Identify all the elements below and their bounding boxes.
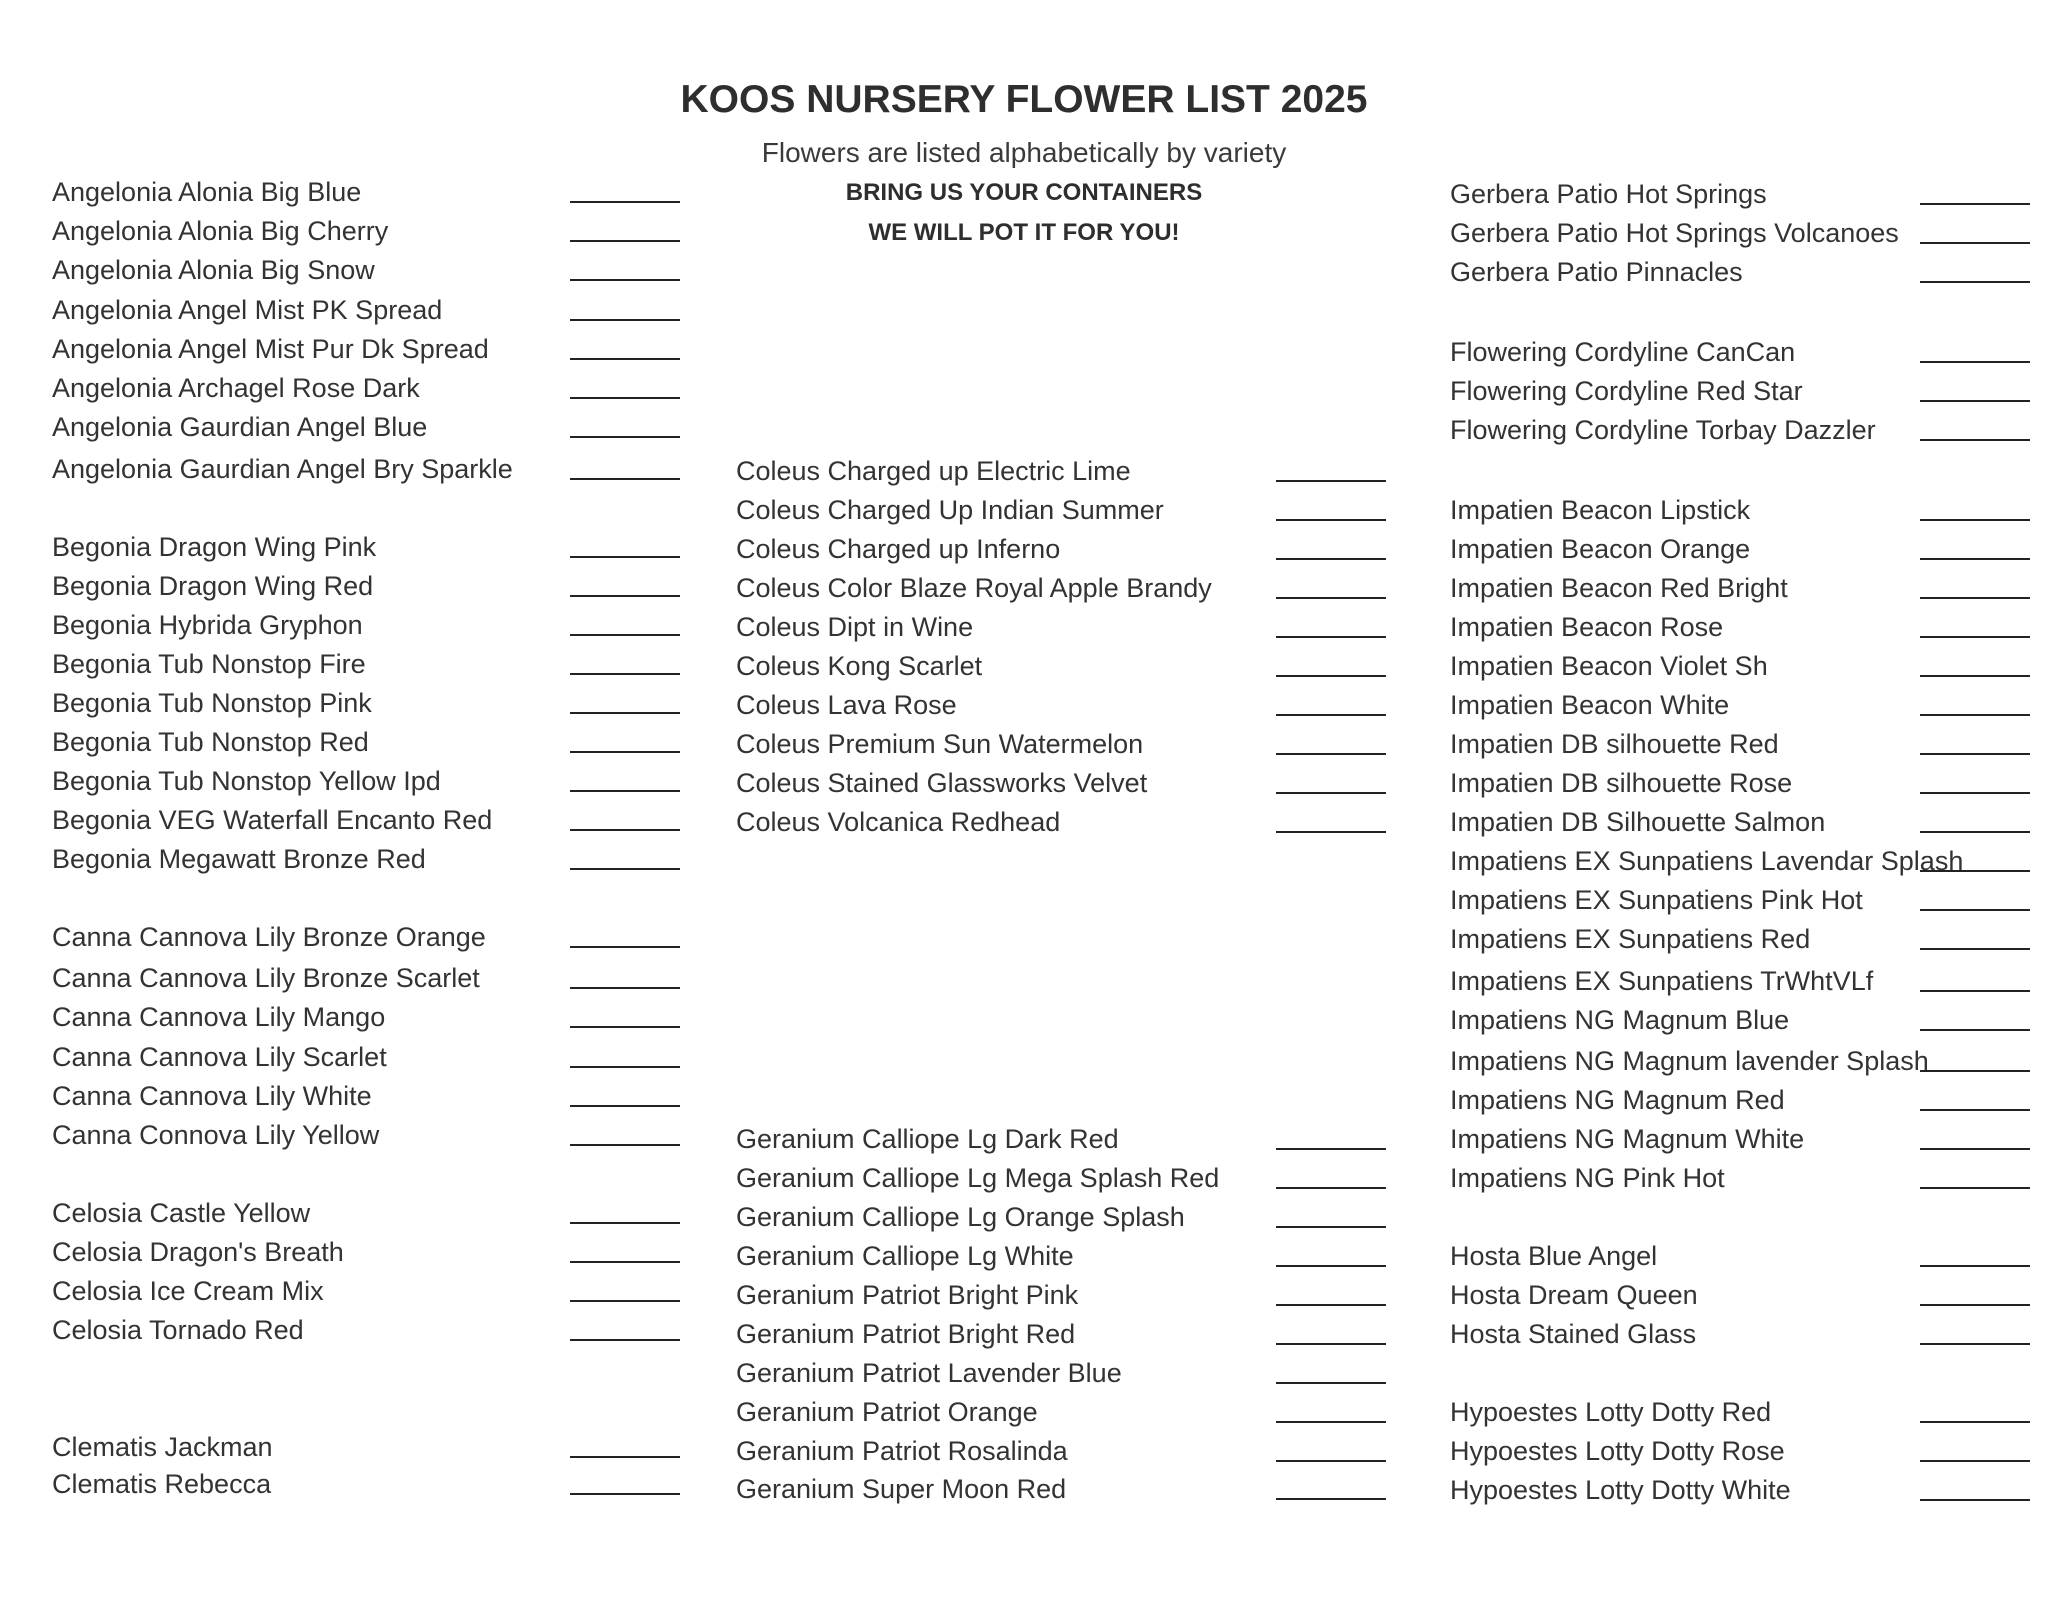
flower-name: Canna Connova Lily Yellow (52, 1120, 380, 1150)
quantity-blank-line[interactable] (1920, 597, 2030, 599)
flower-list-item (1450, 803, 2035, 841)
flower-list-item (52, 762, 685, 800)
flower-name: Begonia Tub Nonstop Pink (52, 688, 372, 718)
flower-list-item (736, 1432, 1391, 1470)
flower-name: Coleus Volcanica Redhead (736, 807, 1061, 837)
flower-list-item (1450, 725, 2035, 763)
quantity-blank-line[interactable] (570, 829, 680, 831)
flower-name: Impatiens NG Magnum White (1450, 1124, 1805, 1154)
flower-name: Impatien Beacon Lipstick (1450, 495, 1751, 525)
flower-name: Canna Cannova Lily Bronze Scarlet (52, 963, 480, 993)
flower-list-item (1450, 1159, 2035, 1197)
flower-name: Canna Cannova Lily Scarlet (52, 1042, 387, 1072)
flower-list-item (52, 1194, 685, 1232)
flower-name: Begonia Megawatt Bronze Red (52, 844, 426, 874)
flower-list-item (52, 1116, 685, 1154)
flower-name: Hypoestes Lotty Dotty Red (1450, 1397, 1772, 1427)
flower-list-item (1450, 1393, 2035, 1431)
flower-list-item (1450, 962, 2035, 1000)
quantity-blank-line[interactable] (570, 673, 680, 675)
quantity-blank-line[interactable] (1920, 990, 2030, 992)
flower-name: Impatiens NG Magnum Red (1450, 1085, 1785, 1115)
flower-list-item (52, 173, 685, 211)
quantity-blank-line[interactable] (570, 868, 680, 870)
flower-list-item (52, 408, 685, 446)
flower-name: Canna Cannova Lily Bronze Orange (52, 922, 486, 952)
flower-name: Angelonia Archagel Rose Dark (52, 373, 420, 403)
flower-list-item (1450, 920, 2035, 958)
quantity-blank-line[interactable] (1920, 1029, 2030, 1031)
flower-name: Celosia Ice Cream Mix (52, 1276, 324, 1306)
quantity-blank-line[interactable] (1276, 1421, 1386, 1423)
flower-name: Impatien Beacon Orange (1450, 534, 1751, 564)
flower-list-item (52, 528, 685, 566)
flower-name: Hypoestes Lotty Dotty White (1450, 1475, 1791, 1505)
quantity-blank-line[interactable] (1276, 1498, 1386, 1500)
quantity-blank-line[interactable] (570, 946, 680, 948)
flower-list-item (736, 647, 1391, 685)
flower-list-item (736, 569, 1391, 607)
flower-list-item (736, 764, 1391, 802)
flower-name: Geranium Calliope Lg Dark Red (736, 1124, 1119, 1154)
flower-list-item (1450, 530, 2035, 568)
flower-list-item (1450, 1042, 2035, 1080)
flower-list-item (52, 645, 685, 683)
quantity-blank-line[interactable] (570, 201, 680, 203)
flower-name: Geranium Patriot Bright Pink (736, 1280, 1079, 1310)
flower-name: Hypoestes Lotty Dotty Rose (1450, 1436, 1785, 1466)
flower-list-item (52, 1077, 685, 1115)
flower-list-item (736, 686, 1391, 724)
flower-name: Impatiens EX Sunpatiens TrWhtVLf (1450, 966, 1874, 996)
flower-list-item (52, 801, 685, 839)
flower-name: Coleus Charged up Inferno (736, 534, 1061, 564)
flower-name: Impatien DB silhouette Rose (1450, 768, 1793, 798)
quantity-blank-line[interactable] (570, 397, 680, 399)
quantity-blank-line[interactable] (1920, 831, 2030, 833)
flower-name: Celosia Castle Yellow (52, 1198, 311, 1228)
quantity-blank-line[interactable] (1920, 870, 2030, 872)
flower-name: Impatien Beacon White (1450, 690, 1730, 720)
flower-list-item (52, 212, 685, 250)
quantity-blank-line[interactable] (1276, 1304, 1386, 1306)
page-subtitle: Flowers are listed alphabetically by variety (761, 137, 1287, 168)
flower-list-item (1450, 1471, 2035, 1509)
flower-list-item (736, 1120, 1391, 1158)
flower-name: Geranium Calliope Lg Orange Splash (736, 1202, 1185, 1232)
quantity-blank-line[interactable] (1920, 636, 2030, 638)
flower-name: Coleus Charged Up Indian Summer (736, 495, 1164, 525)
quantity-blank-line[interactable] (570, 1105, 680, 1107)
flower-name: Impatien Beacon Rose (1450, 612, 1724, 642)
quantity-blank-line[interactable] (1920, 1265, 2030, 1267)
flower-name: Angelonia Alonia Big Blue (52, 177, 362, 207)
flower-name: Flowering Cordyline Torbay Dazzler (1450, 415, 1876, 445)
quantity-blank-line[interactable] (1276, 636, 1386, 638)
flower-name: Gerbera Patio Hot Springs Volcanoes (1450, 218, 1899, 248)
flower-list-item (52, 330, 685, 368)
flower-list-item (736, 452, 1391, 490)
quantity-blank-line[interactable] (570, 751, 680, 753)
quantity-blank-line[interactable] (570, 1066, 680, 1068)
flower-name: Angelonia Gaurdian Angel Bry Sparkle (52, 454, 513, 484)
potting-notice: WE WILL POT IT FOR YOU! (868, 219, 1180, 246)
quantity-blank-line[interactable] (1920, 1499, 2030, 1501)
quantity-blank-line[interactable] (570, 1026, 680, 1028)
flower-list-item (1450, 1001, 2035, 1039)
flower-list-item (52, 684, 685, 722)
flower-name: Begonia Tub Nonstop Yellow Ipd (52, 766, 441, 796)
flower-list-item (1450, 686, 2035, 724)
flower-name: Coleus Stained Glassworks Velvet (736, 768, 1148, 798)
quantity-blank-line[interactable] (570, 1456, 680, 1458)
quantity-blank-line[interactable] (1920, 675, 2030, 677)
flower-name: Coleus Color Blaze Royal Apple Brandy (736, 573, 1212, 603)
flower-name: Angelonia Alonia Big Snow (52, 255, 375, 285)
flower-list-item (1450, 1276, 2035, 1314)
quantity-blank-line[interactable] (1276, 1382, 1386, 1384)
flower-list-item (736, 491, 1391, 529)
quantity-blank-line[interactable] (1276, 480, 1386, 482)
quantity-blank-line[interactable] (1276, 1187, 1386, 1189)
flower-name: Coleus Charged up Electric Lime (736, 456, 1131, 486)
flower-name: Clematis Jackman (52, 1432, 273, 1462)
flower-name: Flowering Cordyline CanCan (1450, 337, 1796, 367)
flower-list-item (1450, 608, 2035, 646)
quantity-blank-line[interactable] (1920, 1421, 2030, 1423)
flower-name: Hosta Blue Angel (1450, 1241, 1658, 1271)
quantity-blank-line[interactable] (570, 436, 680, 438)
flower-name: Begonia Hybrida Gryphon (52, 610, 363, 640)
flower-list-item (1450, 333, 2035, 371)
flower-list-item (52, 1038, 685, 1076)
quantity-blank-line[interactable] (570, 987, 680, 989)
quantity-blank-line[interactable] (1920, 281, 2030, 283)
flower-name: Clematis Rebecca (52, 1469, 272, 1499)
flower-name: Geranium Super Moon Red (736, 1474, 1067, 1504)
containers-notice: BRING US YOUR CONTAINERS (845, 179, 1203, 206)
quantity-blank-line[interactable] (1920, 1343, 2030, 1345)
flower-list-item (1450, 411, 2035, 449)
flower-list-item (736, 608, 1391, 646)
flower-list-item (736, 1276, 1391, 1314)
quantity-blank-line[interactable] (1920, 519, 2030, 521)
quantity-blank-line[interactable] (1276, 1343, 1386, 1345)
flower-list-item (736, 1315, 1391, 1353)
flower-list-item (1450, 764, 2035, 802)
quantity-blank-line[interactable] (1920, 1070, 2030, 1072)
flower-name: Flowering Cordyline Red Star (1450, 376, 1803, 406)
quantity-blank-line[interactable] (1920, 792, 2030, 794)
flower-name: Impatien Beacon Violet Sh (1450, 651, 1768, 681)
quantity-blank-line[interactable] (570, 1222, 680, 1224)
flower-name: Coleus Premium Sun Watermelon (736, 729, 1144, 759)
flower-list-item (1450, 842, 2035, 880)
page-title: KOOS NURSERY FLOWER LIST 2025 (680, 78, 1368, 121)
flower-name: Coleus Kong Scarlet (736, 651, 983, 681)
flower-name: Angelonia Angel Mist Pur Dk Spread (52, 334, 489, 364)
flower-name: Impatien DB Silhouette Salmon (1450, 807, 1826, 837)
quantity-blank-line[interactable] (1920, 714, 2030, 716)
flower-name: Geranium Patriot Orange (736, 1397, 1038, 1427)
flower-name: Canna Cannova Lily White (52, 1081, 372, 1111)
flower-list-item (52, 959, 685, 997)
quantity-blank-line[interactable] (570, 1339, 680, 1341)
flower-name: Angelonia Alonia Big Cherry (52, 216, 389, 246)
flower-name: Impatiens NG Magnum lavender Splash (1450, 1046, 1929, 1076)
quantity-blank-line[interactable] (1276, 792, 1386, 794)
flower-name: Gerbera Patio Pinnacles (1450, 257, 1743, 287)
quantity-blank-line[interactable] (570, 1144, 680, 1146)
quantity-blank-line[interactable] (1920, 242, 2030, 244)
quantity-blank-line[interactable] (1920, 948, 2030, 950)
flower-list-item (1450, 647, 2035, 685)
quantity-blank-line[interactable] (1920, 909, 2030, 911)
quantity-blank-line[interactable] (570, 595, 680, 597)
flower-name: Impatien Beacon Red Bright (1450, 573, 1788, 603)
quantity-blank-line[interactable] (1276, 831, 1386, 833)
quantity-blank-line[interactable] (1920, 753, 2030, 755)
quantity-blank-line[interactable] (1920, 1148, 2030, 1150)
flower-name: Hosta Dream Queen (1450, 1280, 1698, 1310)
flower-list-item (1450, 1432, 2035, 1470)
quantity-blank-line[interactable] (570, 319, 680, 321)
flower-list-item (1450, 372, 2035, 410)
flower-list-item (736, 803, 1391, 841)
flower-name: Gerbera Patio Hot Springs (1450, 179, 1767, 209)
flower-name: Angelonia Angel Mist PK Spread (52, 295, 443, 325)
quantity-blank-line[interactable] (1920, 361, 2030, 363)
flower-list-item (1450, 214, 2035, 252)
flower-list-item (52, 450, 685, 488)
flower-list-item (52, 369, 685, 407)
flower-name: Coleus Dipt in Wine (736, 612, 974, 642)
quantity-blank-line[interactable] (1920, 558, 2030, 560)
flower-name: Begonia Tub Nonstop Fire (52, 649, 366, 679)
flower-list-item (1450, 569, 2035, 607)
flower-list-item (736, 1237, 1391, 1275)
flower-list-item (52, 998, 685, 1036)
quantity-blank-line[interactable] (1920, 203, 2030, 205)
flower-name: Begonia Tub Nonstop Red (52, 727, 369, 757)
flower-list-item (52, 1311, 685, 1349)
flower-list-item (736, 1159, 1391, 1197)
quantity-blank-line[interactable] (1920, 400, 2030, 402)
flower-name: Begonia VEG Waterfall Encanto Red (52, 805, 493, 835)
quantity-blank-line[interactable] (570, 1261, 680, 1263)
flower-name: Impatiens NG Magnum Blue (1450, 1005, 1790, 1035)
quantity-blank-line[interactable] (570, 1493, 680, 1495)
flower-name: Impatiens NG Pink Hot (1450, 1163, 1725, 1193)
flower-name: Begonia Dragon Wing Pink (52, 532, 377, 562)
quantity-blank-line[interactable] (570, 634, 680, 636)
quantity-blank-line[interactable] (1276, 558, 1386, 560)
quantity-blank-line[interactable] (1920, 1460, 2030, 1462)
quantity-blank-line[interactable] (570, 240, 680, 242)
flower-name: Impatiens EX Sunpatiens Lavendar Splash (1450, 846, 1964, 876)
quantity-blank-line[interactable] (1920, 1109, 2030, 1111)
quantity-blank-line[interactable] (1276, 1460, 1386, 1462)
quantity-blank-line[interactable] (1276, 1148, 1386, 1150)
flower-list-item (52, 291, 685, 329)
flower-list-item (52, 1465, 685, 1503)
flower-list-item (52, 1233, 685, 1271)
flower-name: Impatiens EX Sunpatiens Pink Hot (1450, 885, 1863, 915)
flower-list-item (1450, 1315, 2035, 1353)
quantity-blank-line[interactable] (570, 790, 680, 792)
flower-name: Begonia Dragon Wing Red (52, 571, 374, 601)
flower-name: Geranium Patriot Bright Red (736, 1319, 1076, 1349)
quantity-blank-line[interactable] (1276, 753, 1386, 755)
flower-list-item (52, 1428, 685, 1466)
flower-list-item (1450, 881, 2035, 919)
flower-list-item (1450, 1081, 2035, 1119)
flower-name: Canna Cannova Lily Mango (52, 1002, 386, 1032)
flower-list-item (1450, 491, 2035, 529)
flower-list-item (1450, 175, 2035, 213)
flower-list-item (52, 251, 685, 289)
quantity-blank-line[interactable] (570, 556, 680, 558)
flower-list-item (736, 1354, 1391, 1392)
flower-name: Geranium Calliope Lg Mega Splash Red (736, 1163, 1220, 1193)
quantity-blank-line[interactable] (570, 712, 680, 714)
quantity-blank-line[interactable] (1276, 519, 1386, 521)
quantity-blank-line[interactable] (570, 1300, 680, 1302)
flower-list-item (52, 840, 685, 878)
quantity-blank-line[interactable] (570, 478, 680, 480)
flower-name: Hosta Stained Glass (1450, 1319, 1697, 1349)
flower-name: Impatien DB silhouette Red (1450, 729, 1779, 759)
quantity-blank-line[interactable] (1276, 1265, 1386, 1267)
flower-list-item (736, 725, 1391, 763)
quantity-blank-line[interactable] (1920, 1304, 2030, 1306)
flower-list-item (1450, 1120, 2035, 1158)
flower-name: Geranium Patriot Rosalinda (736, 1436, 1068, 1466)
flower-list-item (736, 1470, 1391, 1508)
quantity-blank-line[interactable] (1276, 675, 1386, 677)
quantity-blank-line[interactable] (1920, 439, 2030, 441)
flower-name: Coleus Lava Rose (736, 690, 957, 720)
quantity-blank-line[interactable] (570, 279, 680, 281)
quantity-blank-line[interactable] (570, 358, 680, 360)
flower-name: Impatiens EX Sunpatiens Red (1450, 924, 1811, 954)
quantity-blank-line[interactable] (1920, 1187, 2030, 1189)
flower-list-item (1450, 253, 2035, 291)
flower-name: Angelonia Gaurdian Angel Blue (52, 412, 428, 442)
flower-list-item (1450, 1237, 2035, 1275)
flower-name: Celosia Dragon's Breath (52, 1237, 344, 1267)
flower-list-item (736, 530, 1391, 568)
flower-list-item (736, 1393, 1391, 1431)
flower-list-item (52, 918, 685, 956)
flower-list-item (52, 1272, 685, 1310)
flower-list-item (52, 567, 685, 605)
flower-name: Geranium Calliope Lg White (736, 1241, 1074, 1271)
flower-list-item (736, 1198, 1391, 1236)
flower-name: Celosia Tornado Red (52, 1315, 304, 1345)
quantity-blank-line[interactable] (1276, 597, 1386, 599)
flower-name: Geranium Patriot Lavender Blue (736, 1358, 1122, 1388)
quantity-blank-line[interactable] (1276, 714, 1386, 716)
flower-list-item (52, 723, 685, 761)
quantity-blank-line[interactable] (1276, 1226, 1386, 1228)
flower-list-item (52, 606, 685, 644)
